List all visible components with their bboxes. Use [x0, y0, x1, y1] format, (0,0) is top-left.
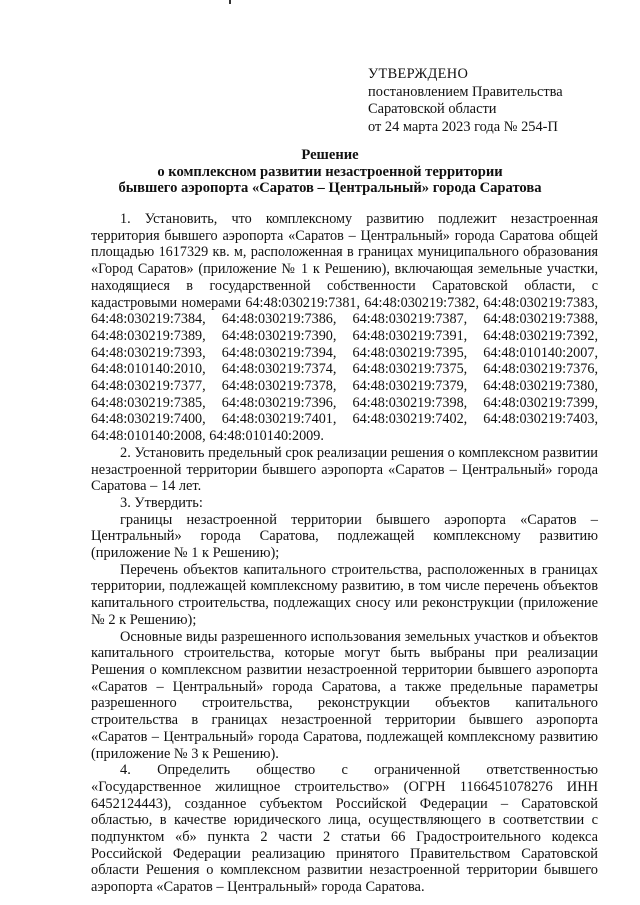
approval-line-1: постановлением Правительства	[368, 83, 563, 100]
paragraph-2: 2. Установить предельный срок реализации решения о комплексном развитии незастроенной территории бывшего аэропорта «Саратов – Центральный» города Саратова – 14 лет.	[91, 444, 598, 495]
paragraph-3a: границы незастроенной территории бывшего аэропорта «Саратов – Центральный» города Саратова, подлежащей комплексному развитию (приложение № 1 к Решению);	[91, 511, 598, 562]
document-body	[91, 211, 598, 896]
paragraph-3c: Основные виды разрешенного использования земельных участков и объектов капитального строительства, которые могут быть выбраны при реализации Решения о комплексном развитии незастроенной территории бывшего аэропорта «Саратов – Центральный» города Саратова, а также предельные параметры разрешенного строительства, реконструкции объектов капитального строительства в границах незастроенной территории бывшего аэропорта «Саратов – Центральный» города Саратова, подлежащей комплексному развитию (приложение № 3 к Решению).	[91, 628, 598, 762]
scan-mark	[229, 0, 231, 4]
paragraph-4: 4. Определить общество с ограниченной ответственностью «Государственное жилищное строительство» (ОГРН 1166451078276 ИНН 6452124443), созданное субъектом Российской Федерации – Саратовской областью, в качестве юридического лица, осуществляющего в соответствии с подпунктом «б» пункта 2 части 2 статьи 66 Градостроительного кодекса Российской Федерации реализацию принятого Правительством Саратовской области Решения о комплексном развитии незастроенной территории бывшего аэропорта «Саратов – Центральный» города Саратова.	[91, 762, 598, 896]
paragraph-3: 3. Утвердить:	[120, 494, 203, 511]
approval-heading: УТВЕРЖДЕНО	[368, 66, 469, 82]
paragraph-1: 1. Установить, что комплексному развитию подлежит незастроенная территория бывшего аэропорта «Саратов – Центральный» города Саратова общей площадью 1617329 кв. м, расположенная в границах муниципального образования «Город Саратов» (приложение № 1 к Решению), включающая земельные участки, находящиеся в государственной собственности Саратовской области, с кадастровыми номерами 64:48:030219:7381, 64:48:030219:7382, 64:48:030219:7383, 64:48:030219:7384, 64:48:030219:7386, 64:48:030219:7387, 64:48:030219:7388, 64:48:030219:7389, 64:48:030219:7390, 64:48:030219:7391, 64:48:030219:7392, 64:48:030219:7393, 64:48:030219:7394, 64:48:030219:7395, 64:48:010140:2007, 64:48:010140:2010, 64:48:030219:7374, 64:48:030219:7375, 64:48:030219:7376, 64:48:030219:7377, 64:48:030219:7378, 64:48:030219:7379, 64:48:030219:7380, 64:48:030219:7385, 64:48:030219:7396, 64:48:030219:7398, 64:48:030219:7399, 64:48:030219:7400, 64:48:030219:7401, 64:48:030219:7402, 64:48:030219:7403, 64:48:010140:2008, 64:48:010140:2009.	[91, 211, 598, 445]
title-line-2: о комплексном развитии незастроенной территории	[157, 163, 503, 180]
approval-line-3: от 24 марта 2023 года № 254-П	[368, 118, 558, 135]
document-title	[70, 147, 590, 197]
approval-line-2: Саратовской области	[368, 101, 497, 117]
title-line-3: бывшего аэропорта «Саратов – Центральный» города Саратова	[118, 180, 542, 196]
title-line-1: Решение	[301, 147, 359, 163]
paragraph-3b: Перечень объектов капитального строительства, расположенных в границах территории, подлежащей комплексному развитию, в том числе перечень объектов капитального строительства, подлежащих сносу или реконструкции (приложение № 2 к Решению);	[91, 561, 598, 628]
approval-block	[368, 66, 563, 136]
